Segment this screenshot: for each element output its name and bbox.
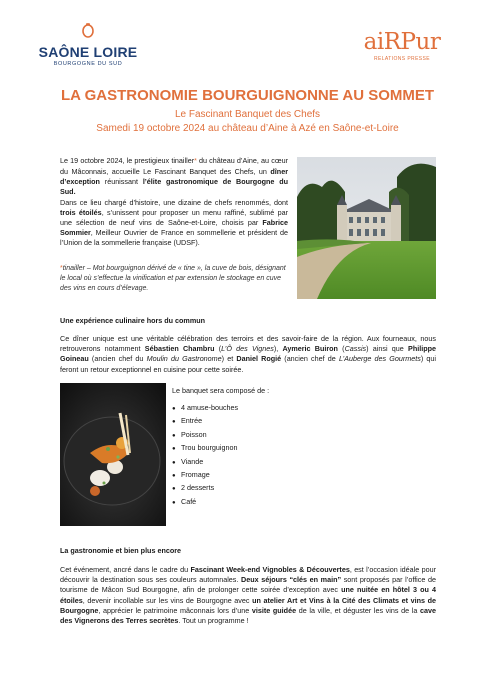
menu-item: ● Viande — [172, 456, 238, 469]
experience-paragraph: Ce dîner unique est une véritable célébration des terroirs et des savoir-faire de la région. Aux fourneaux, nous retrouverons notamment Sébastien Chambru (L’Ô des Vignes), Aymeric Buiron (Cassis) ainsi que Philippe Goineau (ancien chef du Moulin du Gastronome) et Daniel Rogié (ancien chef de L’Auberge des Gourmets) qui feront un retour exceptionnel en cuisine pour cette soirée. — [60, 334, 436, 374]
dish-photo — [60, 383, 166, 526]
menu-item: ● Fromage — [172, 469, 238, 482]
menu-item: ● 4 amuse-bouches — [172, 402, 238, 415]
logo-left-subtitle: BOURGOGNE DU SUD — [53, 61, 123, 67]
page-subtitle: Le Fascinant Banquet des Chefs — [174, 109, 321, 120]
airpur-logo — [356, 30, 448, 70]
tinailler-footnote: *tinailler – Mot bourguignon dérivé de « tine », la cuve de bois, désignant le local où s’effectue la vinification et par extension le stockage en cuve des vins en cours d’élevage. — [60, 265, 286, 292]
plus-heading: La gastronomie et bien plus encore — [60, 546, 182, 555]
event-date-subtitle: Samedi 19 octobre 2024 au château d’Aine à Azé en Saône-et-Loire — [96, 123, 399, 134]
menu-item: ● Trou bourguignon — [172, 442, 238, 455]
menu-item: ● Entrée — [172, 415, 238, 428]
saone-loire-logo — [38, 22, 138, 72]
experience-heading: Une expérience culinaire hors du commun — [60, 316, 205, 325]
logo-left-name: SAÔNE LOIRE — [38, 44, 138, 60]
page-title: LA GASTRONOMIE BOURGUIGNONNE AU SOMMET — [60, 87, 435, 104]
chateau-photo — [297, 157, 436, 299]
menu-item: ● 2 desserts — [172, 482, 238, 495]
banquet-intro: Le banquet sera composé de : — [172, 386, 270, 395]
logo-right-subtitle: RELATIONS PRESSE — [373, 56, 431, 62]
plus-paragraph: Cet événement, ancré dans le cadre du Fascinant Week-end Vignobles & Découvertes, est l’occasion idéale pour découvrir la destination sous ses couleurs automnales. Deux séjours “clés en main” sont proposés par l’office de tourisme de Mâcon Sud Bourgogne, afin de prolonger cette soirée d’exception avec une nuitée en hôtel 3 ou 4 étoiles, devenir incollable sur les vins de Bourgogne avec un atelier Art et Vins à la Cité des Climats et vins de Bourgogne, apprécier le patrimoine mâconnais lors d’une visite guidée de la ville, et déguster les vins de la cave des Vignerons des Terres secrètes. Tout un programme ! — [60, 565, 437, 626]
intro-paragraph: Le 19 octobre 2024, le prestigieux tinailler* du château d’Aine, au cœur du Mâconnais, accueille Le Fascinant Banquet des Chefs, un dîner d’exception réunissant l’élite gastronomique de Bourgogne du Sud. Dans ce lieu chargé d’histoire, une dizaine de chefs renommés, dont trois étoilés, s’unissent pour proposer un menu raffiné, sublimé par une sélection de neuf vins de Saône-et-Loire, choisis par Fabrice Sommier, Meilleur Ouvrier de France en sommellerie et président de l’Union de la sommellerie française (UDSF). — [60, 156, 288, 248]
logo-right-name: aiRPur — [363, 29, 441, 55]
menu-item: ● Café — [172, 496, 238, 509]
grape-leaf-icon — [80, 22, 96, 38]
menu-item: ● Poisson — [172, 429, 238, 442]
banquet-menu-list — [172, 402, 238, 509]
